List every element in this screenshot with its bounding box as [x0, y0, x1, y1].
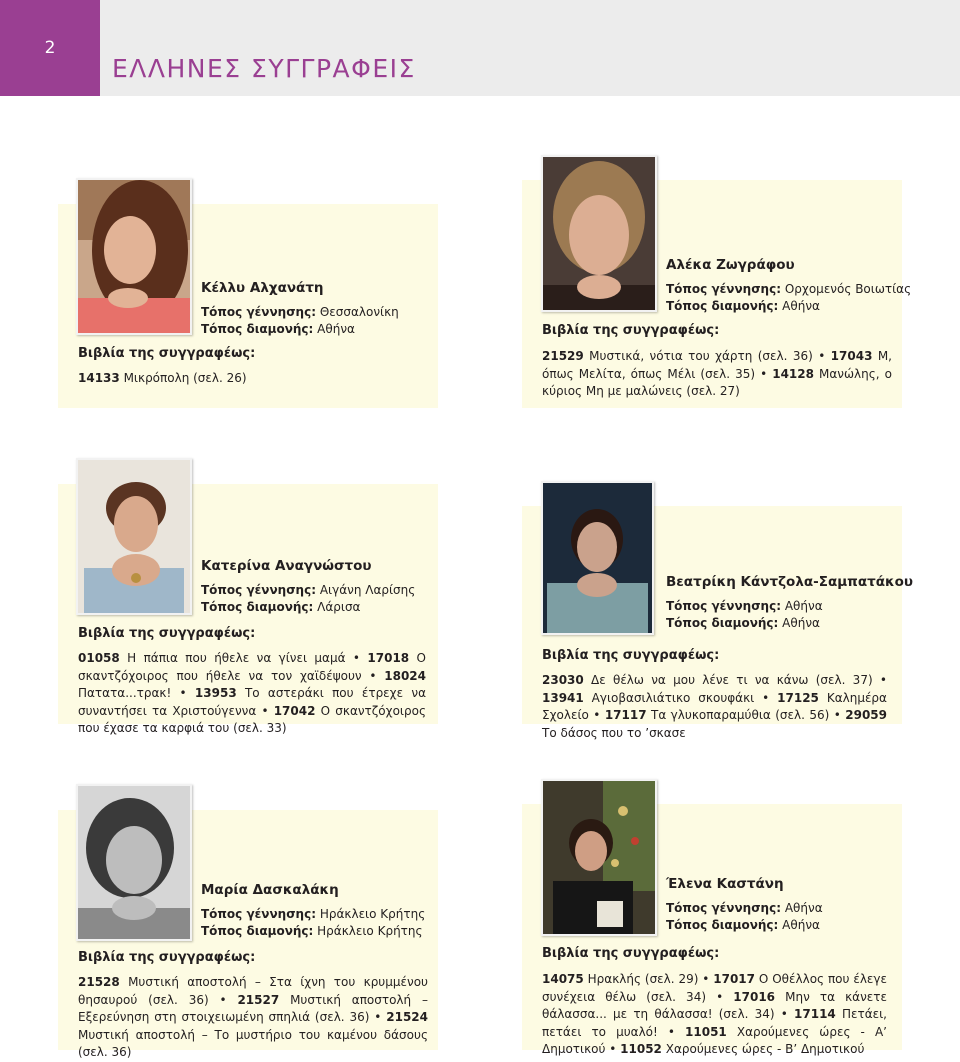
birthplace-value: Ηράκλειο Κρήτης [319, 907, 426, 921]
residence-value: Ηράκλειο Κρήτης [317, 924, 423, 938]
books-label-4: Βιβλία της συγγραφέως: [542, 648, 720, 663]
books-label-5: Βιβλία της συγγραφέως: [78, 950, 256, 965]
books-label-3: Βιβλία της συγγραφέως: [78, 626, 256, 641]
book-title: Μυστικά, νότια του χάρτη (σελ. 36) [589, 349, 813, 363]
book-title: Το αστεράκι που έτρεχε να συναντήσει τα Χριστούγεννα [78, 686, 426, 718]
book-code: 14133 [78, 371, 120, 385]
book-title: Μανώλης, ο κύριος Μη με μαλώνεις (σελ. 27) [542, 366, 892, 398]
book-code: 17114 [794, 1007, 836, 1021]
book-code: 21528 [78, 975, 120, 989]
books-list-3: 01058 Η πάπια που ήθελε να γίνει μαμά • 17018 Ο σκαντζόχοιρος που ήθελε να τον χαϊδέψουν • 18024 Πατατα...τρακ! • 13953 Το αστεράκι που έτρεχε να συναντήσει τα Χριστούγεννα • 17042 Ο σκαντζόχοιρος που έχασε τα καρφιά του (σελ. 33) [78, 651, 426, 735]
residence-label: Τόπος διαμονής: [201, 322, 314, 336]
author-details-3 [201, 582, 415, 616]
book-code: 13953 [194, 686, 237, 700]
birthplace-value: Ορχομενός Βοιωτίας [784, 282, 912, 296]
book-code: 21524 [386, 1010, 428, 1024]
birthplace-value: Αθήνα [784, 901, 823, 915]
book-code: 14075 [542, 972, 584, 986]
books-label-2: Βιβλία της συγγραφέως: [542, 323, 720, 338]
author-photo-3 [76, 458, 192, 615]
book-title: Χαρούμενες ώρες - Α’ Δημοτικού [542, 1024, 887, 1056]
residence-label: Τόπος διαμονής: [666, 918, 779, 932]
books-label-1: Βιβλία της συγγραφέως: [78, 346, 256, 361]
books-label-6: Βιβλία της συγγραφέως: [542, 946, 720, 961]
book-code: 29059 [845, 708, 887, 722]
author-name-3: Κατερίνα Αναγνώστου [201, 558, 372, 574]
author-details-1 [201, 304, 399, 338]
residence-value: Αθήνα [317, 322, 355, 336]
author-name-4: Βεατρίκη Κάντζολα-Σαμπατάκου [666, 574, 913, 590]
author-name-1: Κέλλυ Αλχανάτη [201, 280, 324, 296]
birthplace-label: Τόπος γέννησης: [201, 907, 317, 921]
book-title: Αγιοβασιλιάτικο σκουφάκι [591, 690, 755, 705]
residence-value: Λάρισα [317, 600, 361, 614]
birthplace-label: Τόπος γέννησης: [666, 901, 782, 915]
books-list-6: 14075 Ηρακλής (σελ. 29) • 17017 Ο Οθέλλος που έλεγε συνέχεια θέλω (σελ. 34) • 17016 Μην τα κάνετε θάλασσα... με τη θάλασσα! (σελ. 34) • 17114 Πετάει, πετάει το μυαλό! • 11051 Χαρούμενες ώρες - Α’ Δημοτικού • 11052 Χαρούμενες ώρες - Β’ Δημοτικού [542, 972, 887, 1056]
book-title: Πετάει, πετάει το μυαλό! [542, 1007, 887, 1039]
author-photo-5 [76, 784, 192, 941]
book-title: Καλημέρα Σχολείο [542, 690, 887, 722]
book-title: Ο Οθέλλος που έλεγε συνέχεια θέλω (σελ. 34) [542, 972, 887, 1004]
book-code: 17043 [830, 349, 873, 363]
author-name-5: Μαρία Δασκαλάκη [201, 882, 339, 898]
residence-label: Τόπος διαμονής: [201, 600, 314, 614]
author-photo-2 [541, 155, 657, 312]
books-list-4: 23030 Δε θέλω να μου λένε τι να κάνω (σελ. 37) • 13941 Αγιοβασιλιάτικο σκουφάκι • 17125 Καλημέρα Σχολείο • 17117 Τα γλυκοπαραμύθια (σελ. 56) • 29059 Το δάσος που το ’σκασε [542, 673, 887, 740]
book-code: 23030 [542, 673, 584, 687]
book-title: Τα γλυκοπαραμύθια (σελ. 56) [651, 708, 830, 722]
birthplace-value: Αιγάνη Λαρίσης [319, 583, 416, 597]
books-list-2: 21529 Μυστικά, νότια του χάρτη (σελ. 36) • 17043 Μ, όπως Μελίτα, όπως Μέλι (σελ. 35) • 14128 Μανώλης, ο κύριος Μη με μαλώνεις (σελ. 27) [542, 349, 892, 398]
book-code: 17017 [713, 972, 755, 986]
page-title: ΕΛΛΗΝΕΣ ΣΥΓΓΡΑΦΕΙΣ [112, 54, 416, 83]
author-name-2: Αλέκα Ζωγράφου [666, 257, 795, 273]
book-title: Πατατα...τρακ! [78, 686, 172, 700]
book-title: Μ, όπως Μελίτα, όπως Μέλι (σελ. 35) [542, 349, 892, 381]
residence-label: Τόπος διαμονής: [666, 616, 779, 630]
book-code: 13941 [542, 690, 584, 705]
book-title: Η πάπια που ήθελε να γίνει μαμά [127, 651, 346, 665]
book-code: 21527 [237, 992, 280, 1007]
book-code: 11051 [685, 1024, 727, 1039]
book-code: 17016 [733, 989, 776, 1004]
birthplace-label: Τόπος γέννησης: [666, 599, 782, 613]
author-details-6 [666, 900, 823, 934]
book-title: Ηρακλής (σελ. 29) [587, 972, 699, 986]
birthplace-label: Τόπος γέννησης: [201, 583, 317, 597]
residence-value: Αθήνα [782, 299, 820, 313]
author-details-5 [201, 906, 425, 940]
author-photo-1 [76, 178, 192, 335]
book-title: Μικρόπολη (σελ. 26) [123, 371, 247, 385]
book-title: Χαρούμενες ώρες - Β’ Δημοτικού [665, 1042, 865, 1056]
book-code: 14128 [772, 366, 814, 381]
birthplace-value: Θεσσαλονίκη [319, 305, 399, 319]
book-title: Μυστική αποστολή – Το μυστήριο του καμένου δάσους (σελ. 36) [78, 1027, 428, 1059]
book-code: 17117 [604, 708, 647, 722]
residence-value: Αθήνα [782, 918, 820, 932]
book-code: 18024 [384, 668, 426, 683]
author-photo-6 [541, 779, 657, 936]
author-name-6: Έλενα Καστάνη [666, 876, 784, 892]
residence-label: Τόπος διαμονής: [201, 924, 314, 938]
book-title: Το δάσος που το ’σκασε [542, 725, 686, 740]
page-number: 2 [0, 0, 100, 96]
book-code: 17042 [273, 703, 316, 718]
book-code: 21529 [542, 349, 584, 363]
birthplace-label: Τόπος γέννησης: [201, 305, 317, 319]
residence-value: Αθήνα [782, 616, 820, 630]
book-title: Μυστική αποστολή – Εξερεύνηση στη στοιχειωμένη σπηλιά (σελ. 36) [78, 992, 428, 1024]
book-code: 11052 [620, 1042, 662, 1056]
residence-label: Τόπος διαμονής: [666, 299, 779, 313]
book-title: Ο σκαντζόχοιρος που ήθελε να τον χαϊδέψουν [78, 651, 426, 683]
book-title: Δε θέλω να μου λένε τι να κάνω (σελ. 37) [591, 673, 873, 687]
book-title: Μην τα κάνετε θάλασσα... με τη θάλασσα! (σελ. 34) [542, 989, 887, 1021]
author-photo-4 [541, 481, 654, 635]
book-code: 17125 [777, 690, 819, 705]
books-list-1 [78, 370, 423, 388]
book-title: Μυστική αποστολή – Στα ίχνη του κρυμμένου θησαυρού (σελ. 36) [78, 975, 428, 1007]
book-code: 17018 [367, 651, 410, 665]
book-title: Ο σκαντζόχοιρος που έχασε τα καρφιά του (σελ. 33) [78, 703, 426, 735]
books-list-5: 21528 Μυστική αποστολή – Στα ίχνη του κρυμμένου θησαυρού (σελ. 36) • 21527 Μυστική αποστολή – Εξερεύνηση στη στοιχειωμένη σπηλιά (σελ. 36) • 21524 Μυστική αποστολή – Το μυστήριο του καμένου δάσους (σελ. 36) [78, 975, 428, 1059]
author-details-2 [666, 281, 911, 315]
birthplace-value: Αθήνα [784, 599, 823, 613]
birthplace-label: Τόπος γέννησης: [666, 282, 782, 296]
book-code: 01058 [78, 651, 120, 665]
author-details-4 [666, 598, 823, 632]
